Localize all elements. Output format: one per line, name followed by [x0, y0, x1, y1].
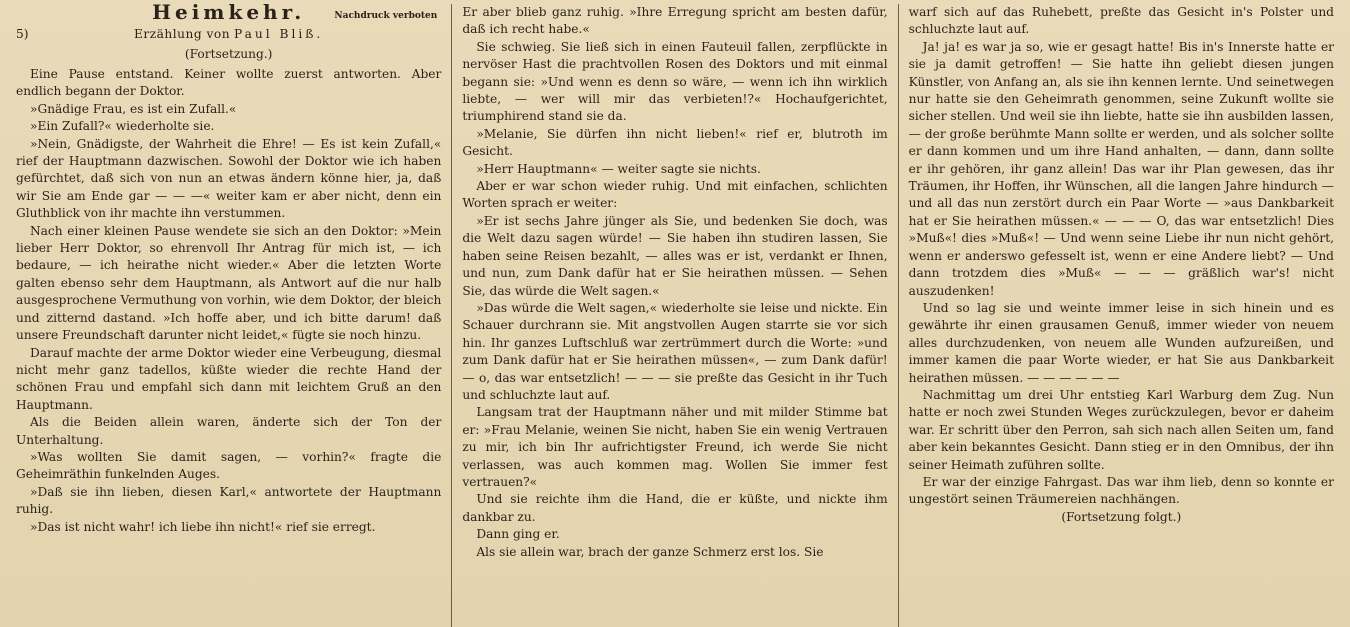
- paragraph: Darauf machte der arme Doktor wieder eine Verbeugung, diesmal nicht mehr ganz tadellos, küßte wieder die rechte Hand der schönen Frau und empfahl sich dann mit leichtem Gruß an den Hauptmann.: [16, 345, 442, 412]
- column-3: [899, 4, 1344, 627]
- paragraph: warf sich auf das Ruhebett, preßte das Gesicht in's Polster und schluchzte laut auf.: [908, 5, 1334, 37]
- installment-number: 5): [16, 27, 29, 41]
- paragraph: Eine Pause entstand. Keiner wollte zuerst antworten. Aber endlich begann der Doktor.: [16, 67, 442, 99]
- paragraph: Und so lag sie und weinte immer leise in sich hinein und es gewährte ihr einen grausamen Genuß, immer wieder von neuem alles durchzudenken, von neuem alle Wunden aufzureißen, und immer kamen die paar Worte wieder, er hat Sie aus Dankbarkeit heirathen müssen. — — — — — —: [908, 300, 1334, 385]
- paragraph: »Das ist nicht wahr! ich liebe ihn nicht!« rief sie erregt.: [30, 519, 376, 534]
- paragraph: »Gnädige Frau, es ist ein Zufall.«: [30, 101, 237, 116]
- to-be-continued: (Fortsetzung folgt.): [1061, 509, 1182, 524]
- paragraph: Ja! ja! es war ja so, wie er gesagt hatte! Bis in's Innerste hatte er sie ja damit getroffen! — Sie hatte ihn geliebt diesen jungen Künstler, von Anfang an, als sie ihn kennen lernte. Und seinetwegen nur hatte sie den Geheimrath genommen, seine Zukunft wollte sie sicher stellen. Und weil sie ihn liebte, hatte sie ihn ausbilden lassen, — der große berühmte Mann sollte er werden, und als solcher sollte er dann kommen und um ihre Hand anhalten, — dann, dann sollte er ihr gehören, ihr ganz allein! Das war ihr Plan gewesen, das ihr Träumen, ihr Hoffen, ihr Wünschen, all die langen Jahre hindurch — und all das nun zerstört durch ein Paar Worte — »aus Dankbarkeit hat er Sie heirathen müssen.« — — — O, das war entsetzlich! Dies »Muß«! dies »Muß«! — Und wenn seine Liebe ihr nun nicht gehört, wenn er anderswo gefesselt ist, wenn er eine Andere liebt? — Und dann trotzdem dies »Muß« — — — gräßlich war's! nicht auszudenken!: [908, 39, 1334, 298]
- paragraph: Sie schwieg. Sie ließ sich in einen Fauteuil fallen, zerpflückte in nervöser Hast die prachtvollen Rosen des Doktors und mit einmal begann sie: »Und wenn es denn so wäre, — wenn ich ihn wirklich liebte, — wer will mir das verbieten!?« Hochaufgerichtet, triumphirend stand sie da.: [462, 39, 888, 124]
- paragraph: Und sie reichte ihm die Hand, die er küßte, und nickte ihm dankbar zu.: [462, 492, 888, 524]
- paragraph: »Ein Zufall?« wiederholte sie.: [30, 119, 215, 134]
- paragraph: »Daß sie ihn lieben, diesen Karl,« antwortete der Hauptmann ruhig.: [16, 484, 442, 517]
- author-name: Paul Bliß.: [234, 27, 324, 41]
- paragraph: Er war der einzige Fahrgast. Das war ihm lieb, denn so konnte er ungestört seinen Träumereien nachhängen.: [908, 474, 1334, 507]
- paragraph: »Melanie, Sie dürfen ihn nicht lieben!« rief er, blutroth im Gesicht.: [462, 126, 888, 159]
- paragraph: Aber er war schon wieder ruhig. Und mit einfachen, schlichten Worten sprach er weiter:: [462, 179, 888, 211]
- paragraph: Nachmittag um drei Uhr entstieg Karl Warburg dem Zug. Nun hatte er noch zwei Stunden Weges zurückzulegen, bevor er daheim war. Er schritt über den Perron, sah sich nach allen Seiten um, fand aber kein bekanntes Gesicht. Dann stieg er in den Omnibus, der ihn seiner Heimath zuführen sollte.: [908, 387, 1334, 472]
- paragraph: »Er ist sechs Jahre jünger als Sie, und bedenken Sie doch, was die Welt dazu sagen würde! — Sie haben ihn studiren lassen, Sie haben seine Reisen bezahlt, — alles was er ist, verdankt er Ihnen, und nun, zum Dank dafür hat er Sie heirathen müssen. — Sehen Sie, das würde die Welt sagen.«: [462, 213, 888, 298]
- paragraph: Langsam trat der Hauptmann näher und mit milder Stimme bat er: »Frau Melanie, weinen Sie nicht, haben Sie ein wenig Vertrauen zu mir, ich bin Ihr aufrichtigster Freund, ich werde Sie nicht verlassen, was auch kommen mag. Wollen Sie immer fest vertrauen?«: [462, 405, 888, 489]
- paragraph: Dann ging er.: [476, 527, 560, 542]
- paragraph: Als sie allein war, brach der ganze Schmerz erst los. Sie: [476, 544, 824, 559]
- paragraph: »Herr Hauptmann« — weiter sagte sie nichts.: [476, 161, 761, 176]
- paragraph: Er aber blieb ganz ruhig. »Ihre Erregung spricht am besten dafür, daß ich recht habe.«: [462, 5, 888, 37]
- column-2: [452, 4, 898, 627]
- continuation-note: (Fortsetzung.): [184, 47, 273, 61]
- paragraph: »Was wollten Sie damit sagen, — vorhin?« fragte die Geheimräthin funkelnden Auges.: [16, 449, 442, 482]
- paragraph: Nach einer kleinen Pause wendete sie sich an den Doktor: »Mein lieber Herr Doktor, so ehrenvoll Ihr Antrag für mich ist, — ich bedaure, — ich heirathe nicht wieder.« Aber die letzten Worte galten ebenso sehr dem Hauptmann, als Antwort auf die nur halb ausgesprochene Vermuthung von vorhin, wie dem Doktor, der bleich und zitternd dastand. »Ich hoffe aber, und ich bitte darum! daß unsere Freundschaft darunter nicht leidet,« fügte sie noch hinzu.: [16, 223, 442, 343]
- paragraph: »Nein, Gnädigste, der Wahrheit die Ehre! — Es ist kein Zufall,« rief der Hauptmann dazwischen. Sowohl der Doktor wie ich haben gefürchtet, daß sich von nun an etwas ändern könne hier, ja, daß wir Sie am Ende gar — — —« weiter kam er aber nicht, denn ein Gluthblick von ihr machte ihn verstummen.: [16, 136, 442, 221]
- title-row: [16, 4, 441, 26]
- subtitle: Erzählung von: [134, 27, 231, 41]
- paragraph: Als die Beiden allein waren, änderte sich der Ton der Unterhaltung.: [16, 415, 442, 447]
- reprint-notice: Nachdruck verboten: [334, 11, 438, 21]
- subtitle-row: [16, 26, 441, 46]
- story-title: Heimkehr.: [152, 4, 306, 24]
- paragraph: »Das würde die Welt sagen,« wiederholte sie leise und nickte. Ein Schauer durchrann sie. Mit angstvollen Augen starrte sie vor sich hin. Ihr ganzes Luftschluß war zertrümmert durch die Worte: »und zum Dank dafür hat er Sie heirathen müssen«, — zum Dank dafür! — o, das war entsetzlich! — — — sie preßte das Gesicht in ihr Tuch und schluchzte laut auf.: [462, 300, 888, 402]
- column-1: [6, 4, 452, 627]
